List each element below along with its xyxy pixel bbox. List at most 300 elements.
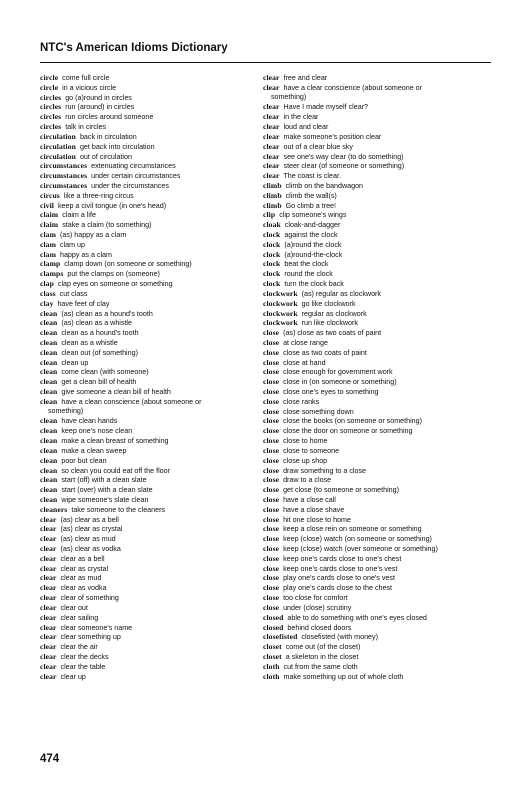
entry-phrase: wipe someone's slate clean — [61, 495, 149, 504]
index-entry — [263, 328, 483, 338]
entry-headword: close — [263, 534, 280, 544]
index-entry — [263, 181, 483, 191]
index-entry — [40, 524, 260, 534]
entry-phrase: climb the wall(s) — [285, 191, 337, 200]
index-entry — [40, 122, 260, 132]
entry-headword: clamp — [40, 259, 61, 269]
entry-phrase: have a clear conscience (about someone or — [283, 83, 423, 92]
index-entry — [40, 495, 260, 505]
entry-phrase: against the clock — [284, 231, 338, 239]
entry-phrase: clip someone's wings — [279, 211, 347, 220]
entry-headword: circulation — [40, 141, 76, 151]
entry-headword: clear — [40, 573, 57, 583]
entry-headword: clock — [263, 239, 281, 249]
entry-phrase: come out (of the closet) — [285, 643, 361, 652]
index-entry — [263, 456, 483, 466]
index-entry — [263, 309, 483, 319]
index-entry — [40, 466, 260, 476]
index-entry — [263, 122, 483, 132]
entry-phrase: come clean (with someone) — [61, 368, 149, 377]
index-entry — [40, 152, 260, 162]
index-entry — [40, 613, 260, 623]
entry-phrase: clam up — [59, 240, 85, 249]
index-entry — [40, 456, 260, 466]
entry-phrase: play one's cards close to the chest — [283, 584, 393, 593]
entry-headword: clockwork — [263, 318, 298, 328]
entry-headword: circulation — [40, 151, 76, 161]
entry-phrase: round the clock — [284, 270, 333, 279]
entry-headword: close — [263, 426, 280, 436]
entry-headword: close — [263, 337, 280, 347]
index-entry — [40, 662, 260, 672]
entry-headword: clear — [40, 671, 57, 681]
entry-phrase: Have I made myself clear? — [283, 103, 369, 112]
entry-headword: clean — [40, 357, 58, 367]
entry-phrase: clear as crystal — [60, 564, 109, 573]
index-entry — [263, 318, 483, 328]
entry-headword: close — [263, 416, 280, 426]
entry-headword: clean — [40, 367, 58, 377]
entry-phrase: give someone a clean bill of health — [61, 388, 171, 396]
entry-headword: close — [263, 602, 280, 612]
entry-phrase: (as) close as two coats of paint — [283, 329, 382, 338]
entry-phrase: under certain circumstances — [91, 172, 181, 181]
entry-headword: clean — [40, 337, 58, 347]
index-entry — [40, 181, 260, 191]
entry-headword: clear — [40, 593, 57, 603]
entry-phrase: go (a)round in circles — [65, 93, 132, 102]
entry-headword: clean — [40, 318, 58, 328]
entry-phrase: climb on the bandwagon — [285, 181, 364, 190]
entry-headword: civil — [40, 200, 54, 210]
entry-phrase: a skeleton in the closet — [285, 652, 359, 661]
entry-headword: claim — [40, 210, 59, 220]
index-entry — [263, 358, 483, 368]
index-entry — [40, 554, 260, 564]
index-entry — [40, 259, 260, 269]
entry-headword: clam — [40, 249, 57, 259]
entry-phrase: clean out (of something) — [61, 348, 138, 357]
entry-headword: clean — [40, 387, 58, 396]
index-entry — [263, 73, 483, 83]
entry-phrase: clear someone's name — [60, 623, 133, 632]
entry-phrase: clear the table — [60, 662, 106, 671]
index-entry — [263, 613, 483, 623]
entry-phrase: get back into circulation — [79, 142, 155, 151]
index-entry — [40, 358, 260, 368]
entry-phrase: (as) clean as a hound's tooth — [61, 309, 153, 318]
entry-headword: clockwork — [263, 298, 298, 308]
entry-headword: clock — [263, 269, 281, 279]
entry-headword: circles — [40, 92, 62, 102]
entry-phrase: out of a clear blue sky — [283, 142, 353, 151]
entry-headword: clear — [263, 112, 280, 122]
entry-headword: close — [263, 367, 280, 377]
entry-headword: clean — [40, 347, 58, 357]
index-entry — [40, 132, 260, 142]
entry-phrase: (as) happy as a clam — [59, 231, 127, 239]
entry-headword: close — [263, 475, 280, 485]
index-entry — [263, 524, 483, 534]
index-entry — [263, 289, 483, 299]
entry-phrase: get close (to someone or something) — [283, 486, 399, 495]
entry-headword: close — [263, 347, 280, 357]
entry-headword: clean — [40, 465, 58, 475]
entry-phrase: able to do something with one's eyes closed — [287, 613, 427, 622]
entry-phrase: clear out — [60, 603, 88, 612]
index-entry — [40, 642, 260, 652]
entry-headword: circle — [40, 73, 59, 82]
index-entry — [263, 279, 483, 289]
entry-headword: close — [263, 357, 280, 367]
index-entry — [40, 112, 260, 122]
entry-phrase: make someone's position clear — [283, 132, 382, 141]
index-entry — [40, 250, 260, 260]
index-entry — [40, 623, 260, 633]
entry-headword: close — [263, 544, 280, 553]
entry-phrase: clean as a whistle — [61, 338, 118, 347]
entry-phrase: talk in circles — [65, 123, 107, 132]
entry-headword: clear — [40, 651, 57, 661]
entry-headword: clear — [40, 642, 57, 652]
page-header-title: NTC's American Idioms Dictionary — [40, 42, 228, 54]
entry-phrase: clear the decks — [60, 652, 109, 661]
entry-phrase: make a clean breast of something — [61, 437, 169, 446]
entry-headword: close — [263, 445, 280, 455]
page-number: 474 — [40, 753, 60, 765]
entry-headword: clean — [40, 416, 58, 426]
entry-phrase: clear something up — [60, 633, 121, 642]
entry-phrase: close the books (on someone or something) — [283, 417, 422, 426]
entry-phrase: loud and clear — [283, 123, 329, 132]
entry-headword: clock — [263, 279, 281, 289]
entry-phrase: keep one's cards close to one's vest — [283, 564, 398, 573]
entry-headword: clear — [263, 122, 280, 132]
entry-phrase: (as) clear as crystal — [60, 525, 123, 534]
index-entry — [263, 593, 483, 603]
index-entry — [263, 240, 483, 250]
index-entry — [263, 632, 483, 642]
entry-headword: close — [263, 436, 280, 446]
index-entry — [263, 367, 483, 377]
entry-phrase: closefisted (with money) — [301, 633, 378, 642]
entry-phrase: in the clear — [283, 113, 319, 122]
index-entry — [40, 93, 260, 103]
entry-headword: clean — [40, 494, 58, 504]
entry-headword: clean — [40, 396, 58, 406]
index-entry — [263, 250, 483, 260]
entry-headword: clock — [263, 259, 281, 269]
index-entry — [263, 564, 483, 574]
index-entry — [263, 436, 483, 446]
entry-phrase: close ranks — [283, 397, 320, 406]
entry-phrase: have a close call — [283, 495, 336, 504]
index-entry — [40, 338, 260, 348]
entry-headword: clear — [263, 102, 280, 112]
entry-headword: clean — [40, 436, 58, 446]
entry-headword: circus — [40, 190, 60, 200]
index-entry — [40, 230, 260, 240]
index-entry — [263, 446, 483, 456]
entry-headword: clear — [40, 622, 57, 632]
index-entry — [263, 201, 483, 211]
entry-headword: clear — [40, 583, 57, 593]
index-entry — [40, 220, 260, 230]
entry-headword: clean — [40, 426, 58, 436]
entry-headword: clock — [263, 249, 281, 259]
index-entry — [263, 505, 483, 515]
index-entry — [263, 397, 483, 407]
entry-headword: close — [263, 583, 280, 593]
entry-phrase: close enough for government work — [283, 368, 393, 377]
right-column — [263, 73, 483, 681]
index-entry — [40, 210, 260, 220]
entry-headword: circumstances — [40, 180, 88, 190]
entry-headword: clear — [263, 171, 280, 181]
entry-phrase: clap eyes on someone or something — [57, 280, 173, 289]
entry-phrase: start (over) with a clean slate — [61, 486, 153, 495]
entry-headword: climb — [263, 180, 282, 190]
entry-headword: clear — [40, 524, 57, 534]
entry-phrase: free and clear — [283, 74, 328, 82]
index-entry — [40, 407, 260, 417]
index-entry — [263, 161, 483, 171]
index-entry — [263, 583, 483, 593]
entry-phrase: close in (on someone or something) — [283, 378, 397, 387]
entry-phrase: see one's way clear (to do something) — [283, 152, 404, 161]
index-entry — [263, 407, 483, 417]
entry-headword: close — [263, 573, 280, 583]
index-entry — [263, 348, 483, 358]
entry-headword: close — [263, 455, 280, 465]
entry-phrase: close to home — [283, 437, 328, 446]
entry-phrase: The coast is clear. — [283, 172, 341, 181]
entry-phrase: something) — [270, 92, 307, 101]
index-entry — [40, 593, 260, 603]
entry-headword: clear — [40, 661, 57, 671]
left-column — [40, 73, 260, 681]
entry-phrase: (a)round-the-clock — [284, 250, 343, 259]
index-entry — [263, 603, 483, 613]
index-entry — [40, 289, 260, 299]
entry-phrase: beat the clock — [284, 260, 329, 269]
index-entry — [263, 142, 483, 152]
index-entry — [40, 161, 260, 171]
entry-phrase: run like clockwork — [301, 319, 358, 328]
entry-phrase: claim a life — [62, 211, 96, 220]
entry-headword: close — [263, 485, 280, 495]
entry-headword: close — [263, 514, 280, 524]
entry-phrase: turn the clock back — [284, 280, 344, 289]
entry-phrase: get a clean bill of health — [61, 378, 137, 387]
entry-headword: close — [263, 328, 280, 338]
index-entry — [40, 544, 260, 554]
index-entry — [263, 426, 483, 436]
entry-phrase: close at hand — [283, 358, 326, 367]
index-entry — [40, 142, 260, 152]
entry-headword: clean — [40, 485, 58, 495]
entry-headword: close — [263, 524, 280, 534]
entry-headword: clean — [40, 475, 58, 485]
entry-headword: closet — [263, 651, 282, 661]
entry-phrase: keep a close rein on someone or something — [283, 525, 422, 534]
entry-headword: circles — [40, 122, 62, 132]
entry-phrase: something) — [47, 406, 84, 415]
entry-headword: close — [263, 465, 280, 475]
entry-phrase: make a clean sweep — [61, 446, 127, 455]
entry-headword: clear — [40, 602, 57, 612]
entry-headword: close — [263, 377, 280, 387]
entry-phrase: too close for comfort — [283, 594, 348, 603]
entry-phrase: draw to a close — [283, 476, 332, 485]
entry-phrase: close something down — [283, 407, 354, 416]
index-entry — [40, 505, 260, 515]
index-entry — [40, 73, 260, 83]
index-entry — [263, 259, 483, 269]
entry-headword: clay — [40, 298, 54, 308]
entry-phrase: clean as a hound's tooth — [61, 329, 139, 338]
index-entry — [40, 102, 260, 112]
entry-headword: clear — [263, 151, 280, 161]
index-entry — [263, 191, 483, 201]
entry-phrase: clear the air — [60, 643, 98, 652]
index-entry — [40, 348, 260, 358]
entry-phrase: have a clean conscience (about someone or — [61, 397, 202, 406]
header-rule — [40, 62, 491, 63]
entry-phrase: back in circulation — [79, 132, 137, 141]
entry-headword: clear — [263, 82, 280, 92]
entry-phrase: (as) clear as mud — [60, 535, 116, 544]
entry-headword: clear — [40, 553, 57, 563]
entry-headword: clock — [263, 230, 281, 239]
entry-headword: close — [263, 494, 280, 504]
entry-headword: clam — [40, 230, 57, 239]
entry-phrase: clean up — [61, 358, 89, 367]
index-entry — [263, 554, 483, 564]
entry-headword: clear — [263, 131, 280, 141]
entry-phrase: (as) clear as vodka — [60, 545, 121, 553]
entry-phrase: out of circulation — [79, 152, 132, 161]
entry-phrase: have a close shave — [283, 505, 345, 514]
index-entry — [40, 416, 260, 426]
entry-headword: close — [263, 387, 280, 396]
index-entry — [40, 309, 260, 319]
index-entry — [263, 269, 483, 279]
entry-headword: clear — [40, 534, 57, 544]
entry-headword: cloth — [263, 661, 280, 671]
entry-phrase: cloak-and-dagger — [284, 221, 341, 230]
entry-phrase: under (close) scrutiny — [283, 603, 352, 612]
entry-headword: close — [263, 563, 280, 573]
entry-phrase: (as) clear as a bell — [60, 515, 119, 524]
entry-phrase: start (off) with a clean slate — [61, 476, 147, 485]
index-entry — [40, 387, 260, 397]
entry-headword: clip — [263, 210, 276, 220]
index-entry — [40, 564, 260, 574]
index-entry — [263, 112, 483, 122]
entry-phrase: clear sailing — [60, 613, 99, 622]
entry-phrase: (a)round the clock — [284, 240, 342, 249]
entry-headword: circles — [40, 102, 62, 112]
index-entry — [40, 201, 260, 211]
entry-phrase: clear up — [60, 672, 86, 681]
entry-phrase: poor but clean — [61, 456, 107, 465]
entry-phrase: happy as a clam — [59, 250, 112, 259]
entry-phrase: clear as a bell — [60, 554, 105, 563]
entry-headword: close — [263, 396, 280, 406]
index-entry — [263, 534, 483, 544]
entry-phrase: behind closed doors — [287, 623, 352, 632]
index-entry — [263, 662, 483, 672]
entry-headword: clockwork — [263, 308, 298, 318]
index-entry — [40, 397, 260, 407]
index-entry — [40, 426, 260, 436]
entry-phrase: clear as mud — [60, 574, 102, 583]
index-entry — [263, 544, 483, 554]
entry-headword: cloak — [263, 220, 281, 230]
index-entry — [263, 210, 483, 220]
index-entry — [263, 573, 483, 583]
entry-headword: clam — [40, 239, 57, 249]
entry-headword: close — [263, 504, 280, 514]
entry-phrase: make something up out of whole cloth — [283, 672, 404, 681]
entry-headword: circle — [40, 82, 59, 92]
index-entry — [40, 328, 260, 338]
index-entry — [40, 83, 260, 93]
entry-phrase: cut class — [59, 289, 88, 298]
index-entry — [263, 220, 483, 230]
index-entry — [263, 171, 483, 181]
entry-phrase: (as) clean as a whistle — [61, 319, 132, 328]
index-entry — [40, 191, 260, 201]
entry-phrase: cut from the same cloth — [283, 662, 358, 671]
entry-phrase: stake a claim (to something) — [62, 221, 152, 230]
entry-headword: clear — [263, 73, 280, 82]
entry-headword: clear — [40, 632, 57, 642]
index-entry — [263, 230, 483, 240]
index-entry — [263, 466, 483, 476]
index-entry — [40, 367, 260, 377]
index-entry — [263, 132, 483, 142]
entry-phrase: run (around) in circles — [65, 103, 135, 112]
index-entry — [40, 269, 260, 279]
index-entry — [40, 240, 260, 250]
entry-headword: clear — [263, 141, 280, 151]
entry-phrase: close up shop — [283, 456, 328, 465]
index-entry — [263, 387, 483, 397]
entry-headword: circulation — [40, 131, 76, 141]
entry-phrase: at close range — [283, 338, 328, 347]
entry-headword: clap — [40, 279, 54, 289]
entry-headword: clear — [40, 563, 57, 573]
index-entry — [263, 515, 483, 525]
entry-phrase: close as two coats of paint — [283, 348, 367, 357]
index-entry — [40, 436, 260, 446]
entry-headword: climb — [263, 190, 282, 200]
index-entry — [40, 603, 260, 613]
entry-phrase: close to someone — [283, 446, 340, 455]
index-entry — [40, 534, 260, 544]
entry-phrase: keep (close) watch (on someone or something) — [283, 535, 432, 544]
entry-phrase: put the clamps on (someone) — [67, 270, 160, 279]
entry-headword: cleaners — [40, 504, 68, 514]
index-entry — [40, 573, 260, 583]
entry-headword: close — [263, 406, 280, 416]
index-entry — [263, 338, 483, 348]
index-entry — [263, 93, 483, 103]
entry-phrase: so clean you could eat off the floor — [61, 466, 170, 475]
index-entry — [40, 583, 260, 593]
